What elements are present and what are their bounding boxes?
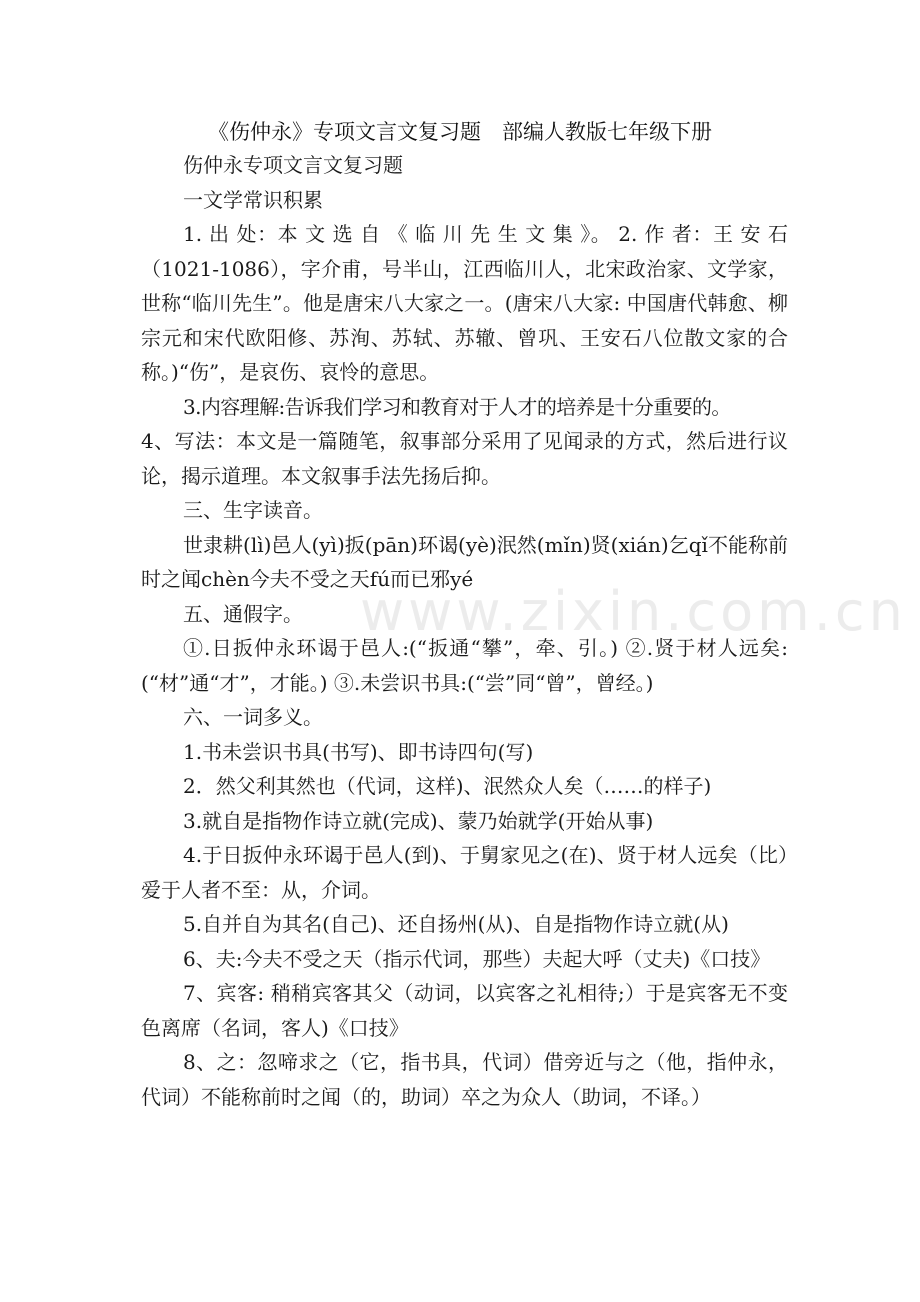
- paragraph-content: 3.内容理解:告诉我们学习和教育对于人才的培养是十分重要的。: [183, 394, 731, 419]
- list-item: 1.书未尝识书具(书写)、即书诗四句(写): [183, 739, 534, 764]
- list-item: 6、夫:今夫不受之天（指示代词，那些）夫起大呼（丈夫)《口技》: [183, 946, 771, 971]
- paragraph-pronunciation: 世隶耕(lì)邑人(yì)扳(pān)环谒(yè)泯然(mǐn)贤(xián)乞qǐ不能称前时之闻chèn今夫不受之天fú而已邪yé: [141, 532, 788, 591]
- list-item: 3.就自是指物作诗立就(完成)、蒙乃始就学(开始从事): [183, 808, 654, 833]
- list-item: 7、宾客: 稍稍宾客其父（动词，以宾客之礼相待;）于是宾客无不变色离席（名词，客人)《口技》: [141, 981, 788, 1040]
- section-heading: 一文学常识积累: [183, 187, 323, 212]
- list-item: 4.于日扳仲永环谒于邑人(到)、于舅家见之(在)、贤于材人远矣（比）爱于人者不至：从，介词。: [141, 843, 788, 902]
- section-heading: 六、一词多义。: [183, 705, 323, 729]
- list-item: 2．然父利其然也（代词，这样)、泯然众人矣（……的样子): [183, 774, 712, 798]
- document-body: [141, 148, 788, 1114]
- list-item: 8、之：忽啼求之（它，指书具，代词）借旁近与之（他，指仲永，代词）不能称前时之闻（的，助词）卒之为众人（助词，不译。）: [141, 1050, 788, 1109]
- paragraph-tongjia: ①.日扳仲永环谒于邑人:(“扳通“攀”，牵、引。) ②.贤于材人远矣:(“材”通“才”，才能。) ③.未尝识书具:(“尝”同“曾”，曾经。): [141, 636, 788, 695]
- list-item: 5.自并自为其名(自己)、还自扬州(从)、自是指物作诗立就(从): [183, 912, 729, 936]
- section-heading: 三、生字读音。: [183, 498, 323, 522]
- watermark: www.zixin.com.cn: [360, 580, 907, 643]
- document-title: 《伤仲永》专项文言文复习题 部编人教版七年级下册: [208, 120, 712, 144]
- subtitle: 伤仲永专项文言文复习题: [183, 153, 403, 177]
- section-heading: 五、通假字。: [183, 601, 303, 626]
- paragraph-writing: 4、写法：本文是一篇随笔，叙事部分采用了见闻录的方式，然后进行议论，揭示道理。本文叙事手法先扬后抑。: [141, 429, 788, 488]
- paragraph-literature: 1. 出 处：本 文 选 自 《 临 川 先 生 文 集 》。 2. 作 者：王 安 石（1021-1086），字介甫，号半山，江西临川人，北宋政治家、文学家，世称“临川先生”。他是唐宋八大家之一。(唐宋八大家: 中国唐代韩愈、柳宗元和宋代欧阳修、苏洵、苏轼、苏辙、曾巩、王安石八位散文家的合称。)“伤”，是哀伤、哀怜的意思。: [141, 222, 788, 384]
